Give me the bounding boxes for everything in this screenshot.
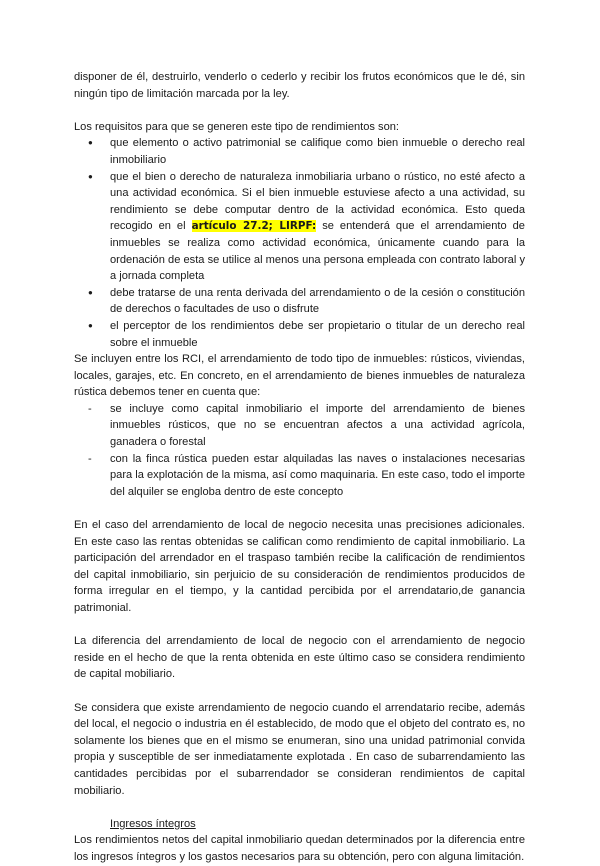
list-item: ● que elemento o activo patrimonial se califique como bien inmueble o derecho real inmobiliario xyxy=(110,135,525,168)
rustica-list xyxy=(74,401,525,501)
highlighted-reference: artículo 27.2; LIRPF: xyxy=(191,220,317,233)
list-item xyxy=(110,169,525,285)
paragraph-requisitos: Los requisitos para que se generen este tipo de rendimientos son: xyxy=(74,120,400,133)
paragraph-diferencia: La diferencia del arrendamiento de local de negocio con el arrendamiento de negocio reside en el hecho de que la renta obtenida en este último caso se considera rendimiento de capital mobiliario. xyxy=(74,635,525,681)
list-item: ● el perceptor de los rendimientos debe ser propietario o titular de un derecho real sobre el inmueble xyxy=(110,318,525,351)
list-item: - con la finca rústica pueden estar alquiladas las naves o instalaciones necesarias para la explotación de la misma, así como maquinaria. En este caso, todo el importe del alquiler se engloba dentro de este concepto xyxy=(110,451,525,501)
paragraph-intro: disponer de él, destruirlo, venderlo o cederlo y recibir los frutos económicos que le dé, sin ningún tipo de limitación marcada por la ley. xyxy=(74,71,525,100)
paragraph-local-negocio: En el caso del arrendamiento de local de negocio necesita unas precisiones adicionales. En este caso las rentas obtenidas se califican como rendimiento de capital inmobiliario. La participación del arrendador en el traspaso también recibe la calificación de rendimientos del capital inmobiliario, sin perjuicio de su consideración de rendimientos producidos de forma irregular en el tiempo, y la cantidad percibida por el arrendatario,de ganancia patrimonial. xyxy=(74,519,525,614)
section-heading-ingresos: Ingresos íntegros xyxy=(110,817,196,830)
list-item: - se incluye como capital inmobiliario el importe del arrendamiento de bienes inmuebles rústicos, que no se encuentran afectos a una actividad agrícola, ganadera o forestal xyxy=(110,401,525,451)
paragraph-rci: Se incluyen entre los RCI, el arrendamiento de todo tipo de inmuebles: rústicos, viviendas, locales, garajes, etc. En concreto, en el arrendamiento de bienes inmuebles de naturaleza rústica debemos tener en cuenta que: xyxy=(74,353,525,399)
paragraph-rendimientos-netos: Los rendimientos netos del capital inmobiliario quedan determinados por la diferencia entre los ingresos íntegros y los gastos necesarios para su obtención, pero con alguna limitación. xyxy=(74,834,525,863)
requisitos-list xyxy=(74,135,525,351)
list-item-text: que el bien o derecho de naturaleza inmobiliaria urbano o rústico, no esté afecto a una actividad económica. Si el bien inmueble estuviese afecto a una actividad, su rendimiento se debe computar dentro de la actividad económica. Esto queda recogido en el xyxy=(110,170,525,233)
list-item-text: se entenderá que el arrendamiento de inmuebles se realiza como actividad económica, únicamente cuando para la ordenación de esta se utilice al menos una persona empleada con contrato laboral y a jornada completa xyxy=(110,220,525,283)
list-item: ● debe tratarse de una renta derivada del arrendamiento o de la cesión o constitución de derechos o facultades de uso o disfrute xyxy=(110,285,525,318)
paragraph-arrendamiento-negocio: Se considera que existe arrendamiento de negocio cuando el arrendatario recibe, además del local, el negocio o industria en él establecido, de modo que el objeto del contrato es, no solamente los bienes que en el mismo se enumeran, sino una unidad patrimonial convida propia y susceptible de ser inmediatamente explotada . En caso de subarrendamiento las cantidades percibidas por el subarrendador se consideran rendimientos de capital mobiliario. xyxy=(74,701,525,797)
